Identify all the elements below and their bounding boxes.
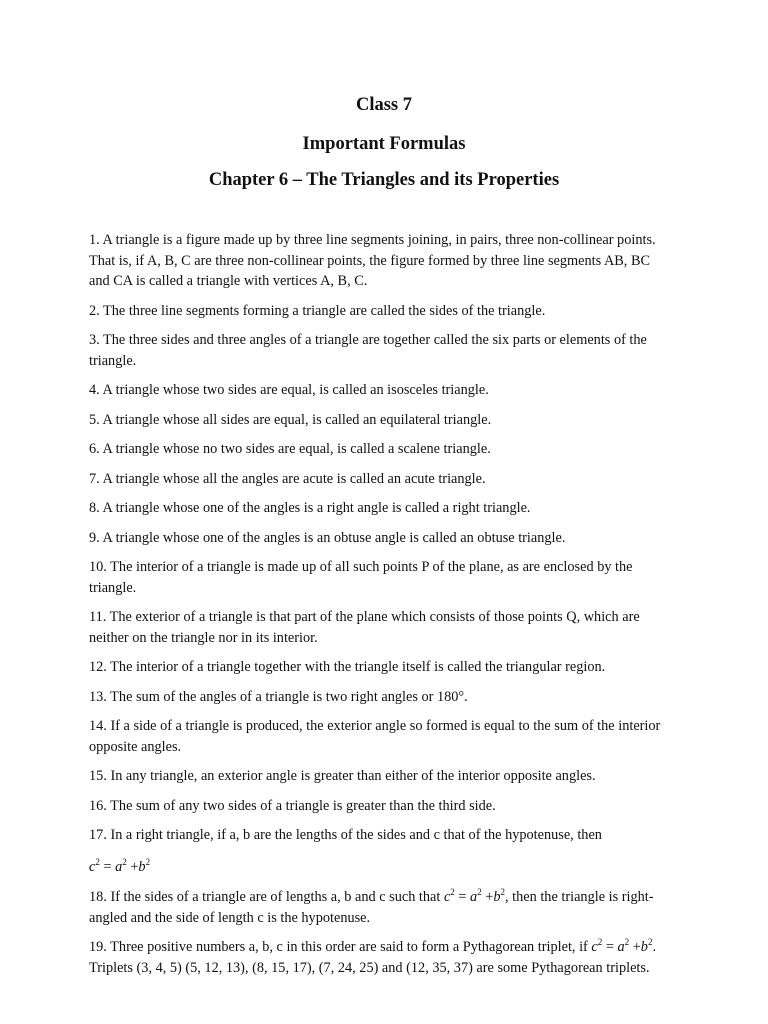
list-item: 5. A triangle whose all sides are equal, is called an equilateral triangle.: [89, 411, 492, 428]
list-item: 8. A triangle whose one of the angles is a right angle is called a right triangle.: [89, 500, 531, 516]
item-19-text-start: 19. Three positive numbers a, b, c in this order are said to form a Pythagorean triplet, if: [89, 939, 592, 955]
equation-c2-a2-b2-inline: $c^2 = a^2 +b^2$: [591, 937, 653, 955]
pythagoras-equation: [89, 855, 669, 878]
list-item: 2. The three line segments forming a triangle are called the sides of the triangle.: [89, 302, 546, 319]
list-item: [89, 887, 669, 928]
list-item: 15. In any triangle, an exterior angle is greater than either of the interior opposite angles.: [89, 768, 596, 784]
equation-c2-a2-b2: $c^2 = a^2 +b^2$: [89, 856, 151, 875]
list-item: 6. A triangle whose no two sides are equal, is called a scalene triangle.: [89, 441, 491, 457]
item-18-text-start: 18. If the sides of a triangle are of lengths a, b and c such that: [89, 889, 444, 905]
class-title: Class 7: [355, 95, 413, 115]
list-item: 10. The interior of a triangle is made up of all such points P of the plane, as are enclosed by the triangle.: [89, 559, 633, 596]
item-18-text-end: , then the triangle is right-angled and the side of length c is the hypotenuse.: [89, 889, 654, 926]
list-item: 12. The interior of a triangle together with the triangle itself is called the triangular region.: [89, 659, 606, 675]
list-item: 16. The sum of any two sides of a triangle is greater than the third side.: [89, 797, 496, 814]
list-item: 13. The sum of the angles of a triangle is two right angles or 180°.: [89, 688, 468, 705]
list-item: 4. A triangle whose two sides are equal, is called an isosceles triangle.: [89, 382, 489, 398]
list-item: 11. The exterior of a triangle is that part of the plane which consists of those points Q, which are neither on the triangle nor in its interior.: [89, 609, 640, 646]
formula-list: [89, 230, 669, 987]
item-19-text-end: . Triplets (3, 4, 5) (5, 12, 13), (8, 15, 17), (7, 24, 25) and (12, 35, 37) are some Pythagorean triplets.: [89, 939, 657, 976]
equation-c2-a2-b2-inline: $c^2 = a^2 +b^2$: [443, 887, 505, 905]
list-item: [89, 937, 669, 978]
list-item: 3. The three sides and three angles of a triangle are together called the six parts or elements of the triangle.: [89, 332, 647, 369]
list-item: 1. A triangle is a figure made up by three line segments joining, in pairs, three non-collinear points. That is, if A, B, C are three non-collinear points, the figure formed by three line segments AB, BC and CA is called a triangle with vertices A, B, C.: [89, 232, 656, 289]
list-item: 17. In a right triangle, if a, b are the lengths of the sides and c that of the hypotenuse, then: [89, 827, 602, 843]
chapter-title: Chapter 6 – The Triangles and its Properties: [208, 170, 560, 190]
list-item: 7. A triangle whose all the angles are acute is called an acute triangle.: [89, 470, 486, 487]
list-item: 9. A triangle whose one of the angles is an obtuse angle is called an obtuse triangle.: [89, 529, 566, 546]
document-subtitle: Important Formulas: [302, 134, 466, 154]
list-item: 14. If a side of a triangle is produced, the exterior angle so formed is equal to the sum of the interior opposite angles.: [89, 718, 661, 755]
